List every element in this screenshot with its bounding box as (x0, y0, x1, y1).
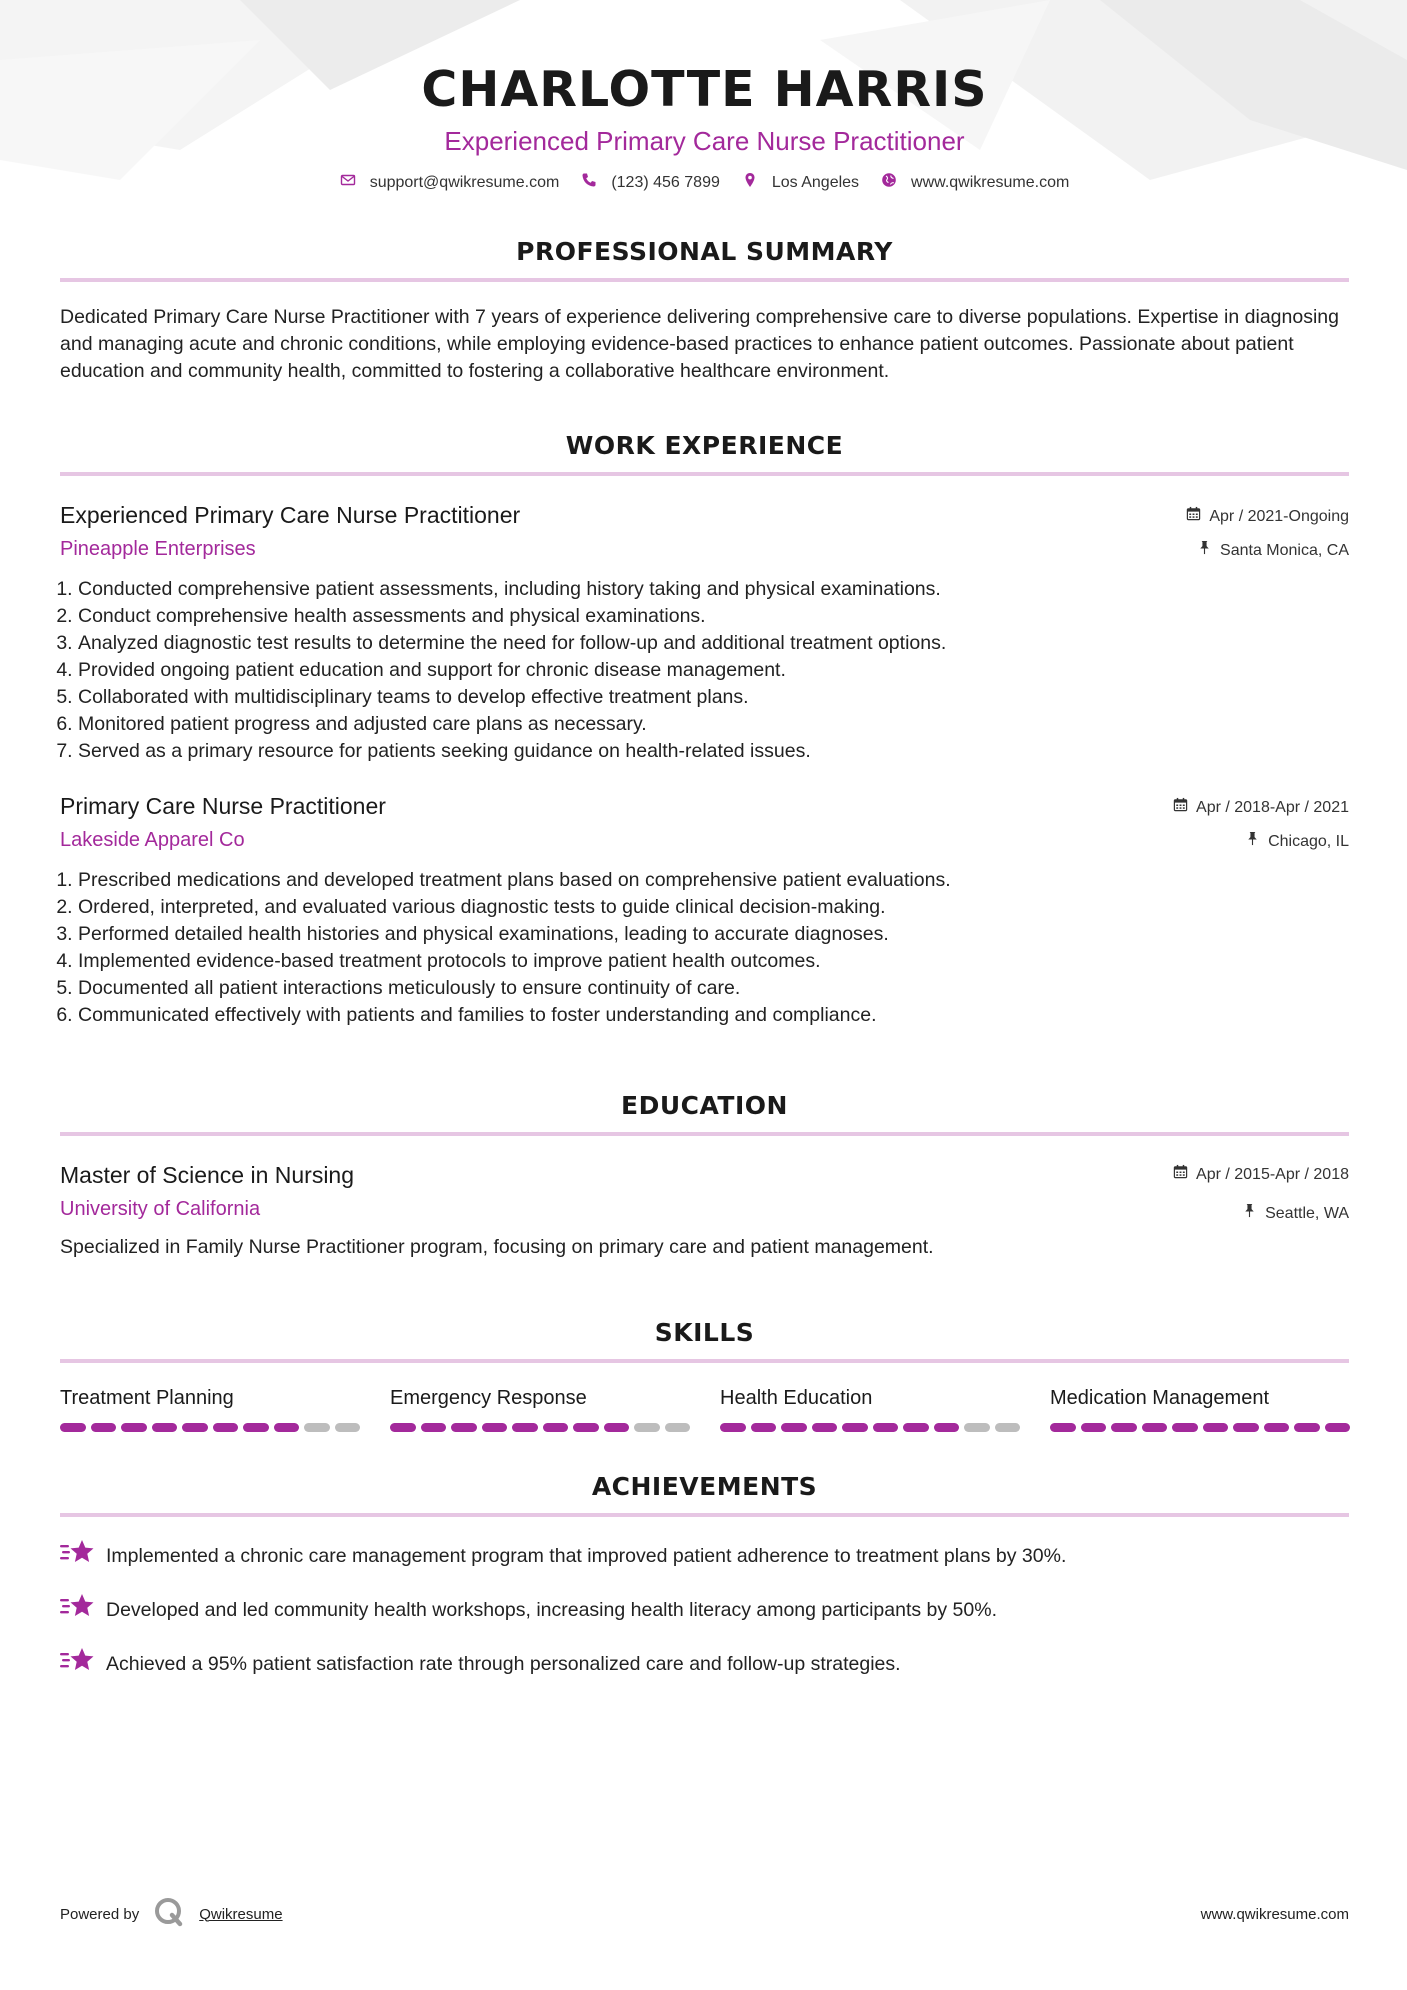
job-entry (60, 791, 1349, 1029)
list-item: 5. Collaborated with multidisciplinary teams to develop effective treatment plans. (78, 684, 1349, 711)
job-duties-list (60, 576, 1349, 765)
section-divider (60, 472, 1349, 476)
skill-segment (751, 1423, 777, 1432)
footer-branding (60, 1896, 283, 1932)
list-item: 2. Conduct comprehensive health assessments and physical examinations. (78, 603, 1349, 630)
section-divider (60, 1132, 1349, 1136)
calendar-icon (1173, 1164, 1188, 1185)
list-item: 4. Implemented evidence-based treatment protocols to improve patient health outcomes. (78, 948, 1349, 975)
contact-bar (60, 172, 1349, 193)
skill-segment (934, 1423, 960, 1432)
skill-segment (451, 1423, 477, 1432)
education-entry (60, 1160, 1349, 1260)
candidate-title: Experienced Primary Care Nurse Practitioner (444, 126, 965, 156)
list-item: 7. Served as a primary resource for patients seeking guidance on health-related issues. (78, 738, 1349, 765)
job-meta (1186, 506, 1349, 561)
summary-section (60, 237, 1349, 385)
list-item: 5. Documented all patient interactions meticulously to ensure continuity of care. (78, 975, 1349, 1002)
shooting-star-icon (60, 1537, 96, 1575)
skill-segment (1233, 1423, 1259, 1432)
calendar-icon (1186, 506, 1201, 527)
achievements-heading: ACHIEVEMENTS (591, 1472, 818, 1501)
skill-item (720, 1385, 1020, 1432)
list-item: 2. Ordered, interpreted, and evaluated various diagnostic tests to guide clinical decision-making. (78, 894, 1349, 921)
skill-segment (720, 1423, 746, 1432)
contact-website-text: www.qwikresume.com (911, 173, 1070, 191)
achievement-item (60, 1537, 1349, 1575)
job-duties-list (60, 867, 1349, 1029)
achievement-text: Implemented a chronic care management program that improved patient adherence to treatment plans by 30%. (106, 1545, 1067, 1567)
skill-item (1050, 1385, 1350, 1432)
job-company: Lakeside Apparel Co (60, 829, 245, 851)
education-heading: EDUCATION (621, 1091, 788, 1120)
skill-segment (964, 1423, 990, 1432)
skills-section (60, 1318, 1349, 1432)
contact-email-text: support@qwikresume.com (369, 173, 560, 191)
list-item: 3. Performed detailed health histories and physical examinations, leading to accurate diagnoses. (78, 921, 1349, 948)
education-dates-text: Apr / 2015-Apr / 2018 (1196, 1165, 1349, 1183)
skill-segment (1142, 1423, 1168, 1432)
list-item: 1. Prescribed medications and developed treatment plans based on comprehensive patient evaluations. (78, 867, 1349, 894)
skill-segment (213, 1423, 239, 1432)
skill-segment (1325, 1423, 1351, 1432)
list-item: 6. Communicated effectively with patients and families to foster understanding and compliance. (78, 1002, 1349, 1029)
job-meta (1173, 797, 1349, 852)
job-title: Experienced Primary Care Nurse Practitioner (60, 502, 521, 528)
job-company: Pineapple Enterprises (60, 538, 256, 560)
experience-section (60, 431, 1349, 1029)
job-title: Primary Care Nurse Practitioner (60, 793, 386, 819)
contact-website[interactable] (881, 172, 1069, 193)
section-divider (60, 1513, 1349, 1517)
skill-segment (1172, 1423, 1198, 1432)
section-divider (60, 1359, 1349, 1363)
pushpin-icon (1245, 831, 1260, 852)
skill-segment (182, 1423, 208, 1432)
job-location-text: Chicago, IL (1268, 832, 1349, 850)
phone-icon (581, 172, 597, 193)
contact-location (742, 172, 859, 193)
footer-brand-link[interactable]: Qwikresume (199, 1905, 283, 1923)
resume-header (60, 0, 1349, 193)
education-dates (1173, 1164, 1349, 1185)
skill-segment (543, 1423, 569, 1432)
skill-segment (390, 1423, 416, 1432)
skill-segment (873, 1423, 899, 1432)
achievements-list (60, 1537, 1349, 1683)
job-dates-text: Apr / 2021-Ongoing (1209, 507, 1349, 525)
achievement-text: Developed and led community health workshops, increasing health literacy among participants by 50%. (106, 1599, 997, 1621)
skill-segment (903, 1423, 929, 1432)
skill-rating-bar (60, 1423, 360, 1432)
pushpin-icon (1242, 1203, 1257, 1224)
skill-segment (634, 1423, 660, 1432)
skill-segment (1111, 1423, 1137, 1432)
skill-segment (842, 1423, 868, 1432)
education-meta (1173, 1164, 1349, 1224)
section-divider (60, 278, 1349, 282)
calendar-icon (1173, 797, 1188, 818)
job-location (1186, 540, 1349, 561)
skill-segment (121, 1423, 147, 1432)
resume-page (60, 0, 1349, 1683)
education-section (60, 1091, 1349, 1260)
skill-label: Emergency Response (390, 1387, 587, 1409)
summary-text: Dedicated Primary Care Nurse Practitioner with 7 years of experience delivering comprehensive care to diverse populations. Expertise in diagnosing and managing acute and chronic conditions, while employing evidence-based practices to enhance patient outcomes. Passionate about patient education and community health, committed to fostering a collaborative healthcare environment. (60, 306, 1339, 382)
skill-segment (60, 1423, 86, 1432)
candidate-name: CHARLOTTE HARRIS (421, 61, 988, 118)
skills-grid (60, 1385, 1349, 1432)
degree-title: Master of Science in Nursing (60, 1162, 355, 1188)
skill-segment (995, 1423, 1021, 1432)
skill-segment (665, 1423, 691, 1432)
skill-segment (573, 1423, 599, 1432)
skill-rating-bar (720, 1423, 1020, 1432)
contact-phone-text: (123) 456 7899 (611, 173, 720, 191)
skill-segment (152, 1423, 178, 1432)
achievement-item (60, 1645, 1349, 1683)
skill-segment (421, 1423, 447, 1432)
list-item: 3. Analyzed diagnostic test results to determine the need for follow-up and additional treatment options. (78, 630, 1349, 657)
list-item: 1. Conducted comprehensive patient assessments, including history taking and physical examinations. (78, 576, 1349, 603)
shooting-star-icon (60, 1645, 96, 1683)
footer-website[interactable]: www.qwikresume.com (1200, 1905, 1349, 1923)
skill-segment (335, 1423, 361, 1432)
skill-segment (1081, 1423, 1107, 1432)
skills-heading: SKILLS (654, 1318, 755, 1347)
qwikresume-logo-icon (153, 1896, 185, 1932)
skill-item (390, 1385, 690, 1432)
list-item: 4. Provided ongoing patient education and support for chronic disease management. (78, 657, 1349, 684)
job-location-text: Santa Monica, CA (1220, 541, 1349, 559)
contact-location-text: Los Angeles (771, 173, 860, 191)
skill-segment (604, 1423, 630, 1432)
education-location (1173, 1203, 1349, 1224)
job-location (1173, 831, 1349, 852)
pushpin-icon (1197, 540, 1212, 561)
contact-phone[interactable] (581, 172, 720, 193)
skill-label: Health Education (720, 1387, 873, 1409)
list-item: 6. Monitored patient progress and adjusted care plans as necessary. (78, 711, 1349, 738)
skill-label: Treatment Planning (60, 1387, 234, 1409)
skill-segment (243, 1423, 269, 1432)
skill-segment (781, 1423, 807, 1432)
skill-segment (1294, 1423, 1320, 1432)
skill-rating-bar (390, 1423, 690, 1432)
skill-segment (274, 1423, 300, 1432)
skill-segment (512, 1423, 538, 1432)
summary-heading: PROFESSIONAL SUMMARY (516, 237, 893, 266)
education-description: Specialized in Family Nurse Practitioner program, focusing on primary care and patient management. (60, 1236, 934, 1258)
envelope-icon (340, 172, 356, 193)
job-dates (1186, 506, 1349, 527)
education-location-text: Seattle, WA (1265, 1204, 1349, 1222)
powered-by-label: Powered by (60, 1905, 140, 1923)
skill-label: Medication Management (1050, 1387, 1270, 1409)
skill-segment (304, 1423, 330, 1432)
skill-rating-bar (1050, 1423, 1350, 1432)
map-pin-icon (742, 172, 758, 193)
page-footer (60, 1896, 1349, 1932)
job-dates-text: Apr / 2018-Apr / 2021 (1196, 798, 1349, 816)
contact-email[interactable] (340, 172, 560, 193)
achievements-section (60, 1472, 1349, 1683)
job-dates (1173, 797, 1349, 818)
achievement-text: Achieved a 95% patient satisfaction rate through personalized care and follow-up strategies. (106, 1653, 901, 1675)
skill-segment (812, 1423, 838, 1432)
skill-segment (482, 1423, 508, 1432)
skill-segment (1264, 1423, 1290, 1432)
job-entry (60, 500, 1349, 765)
skill-segment (91, 1423, 117, 1432)
globe-icon (881, 172, 897, 193)
shooting-star-icon (60, 1591, 96, 1629)
skill-item (60, 1385, 360, 1432)
school-name: University of California (60, 1198, 261, 1220)
skill-segment (1203, 1423, 1229, 1432)
skill-segment (1050, 1423, 1076, 1432)
achievement-item (60, 1591, 1349, 1629)
experience-heading: WORK EXPERIENCE (565, 431, 844, 460)
